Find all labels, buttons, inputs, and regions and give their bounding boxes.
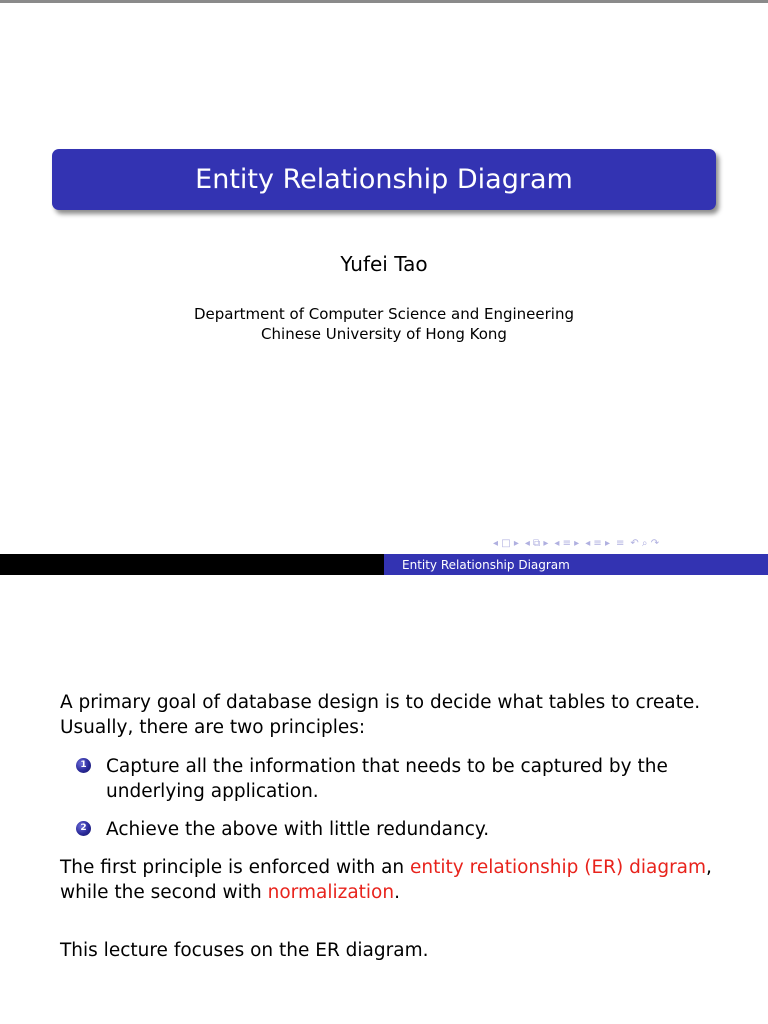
footer-title — [384, 554, 768, 575]
nav-toc-icon[interactable]: ≡ — [615, 537, 625, 549]
affiliation-line-2: Chinese University of Hong Kong — [261, 325, 507, 343]
er-diagram-highlight: entity relationship (ER) diagram — [410, 857, 707, 878]
nav-prev-icon[interactable]: ◂ □ ▸ — [493, 537, 519, 549]
footer-title-text: Entity Relationship Diagram — [402, 557, 570, 572]
slide-title — [52, 149, 716, 210]
list-item-text: Achieve the above with little redundancy. — [106, 819, 490, 840]
closing-paragraph: This lecture focuses on the ER diagram. — [60, 940, 429, 961]
number-bullet-icon: 1 — [76, 758, 91, 773]
author-name: Yufei Tao — [340, 252, 428, 276]
top-border — [0, 0, 768, 3]
slide-title-text: Entity Relationship Diagram — [195, 164, 573, 195]
nav-frame-icon[interactable]: ◂ ⧉ ▸ — [524, 537, 549, 549]
beamer-navigation — [493, 536, 763, 550]
slide-body — [60, 690, 720, 963]
footer-bar — [0, 554, 768, 575]
number-bullet-icon: 2 — [76, 821, 91, 836]
affiliation — [0, 304, 768, 344]
nav-subsection-icon[interactable]: ◂ ≡ ▸ — [585, 537, 610, 549]
normalization-highlight: normalization — [267, 882, 395, 903]
principle-paragraph: The first principle is enforced with an entity relationship (ER) diagram, while the second with normalization. — [60, 857, 712, 903]
list-item — [60, 817, 720, 842]
intro-paragraph: A primary goal of database design is to decide what tables to create. Usually, there are two principles: — [60, 692, 701, 738]
list-item — [60, 754, 720, 804]
nav-search-icon[interactable]: ↶ ⌕ ↷ — [630, 537, 660, 549]
footer-left — [0, 554, 384, 575]
nav-section-icon[interactable]: ◂ ≡ ▸ — [554, 537, 580, 549]
affiliation-line-1: Department of Computer Science and Engineering — [193, 305, 574, 323]
list-item-text: Capture all the information that needs to be captured by the underlying application. — [106, 756, 668, 802]
